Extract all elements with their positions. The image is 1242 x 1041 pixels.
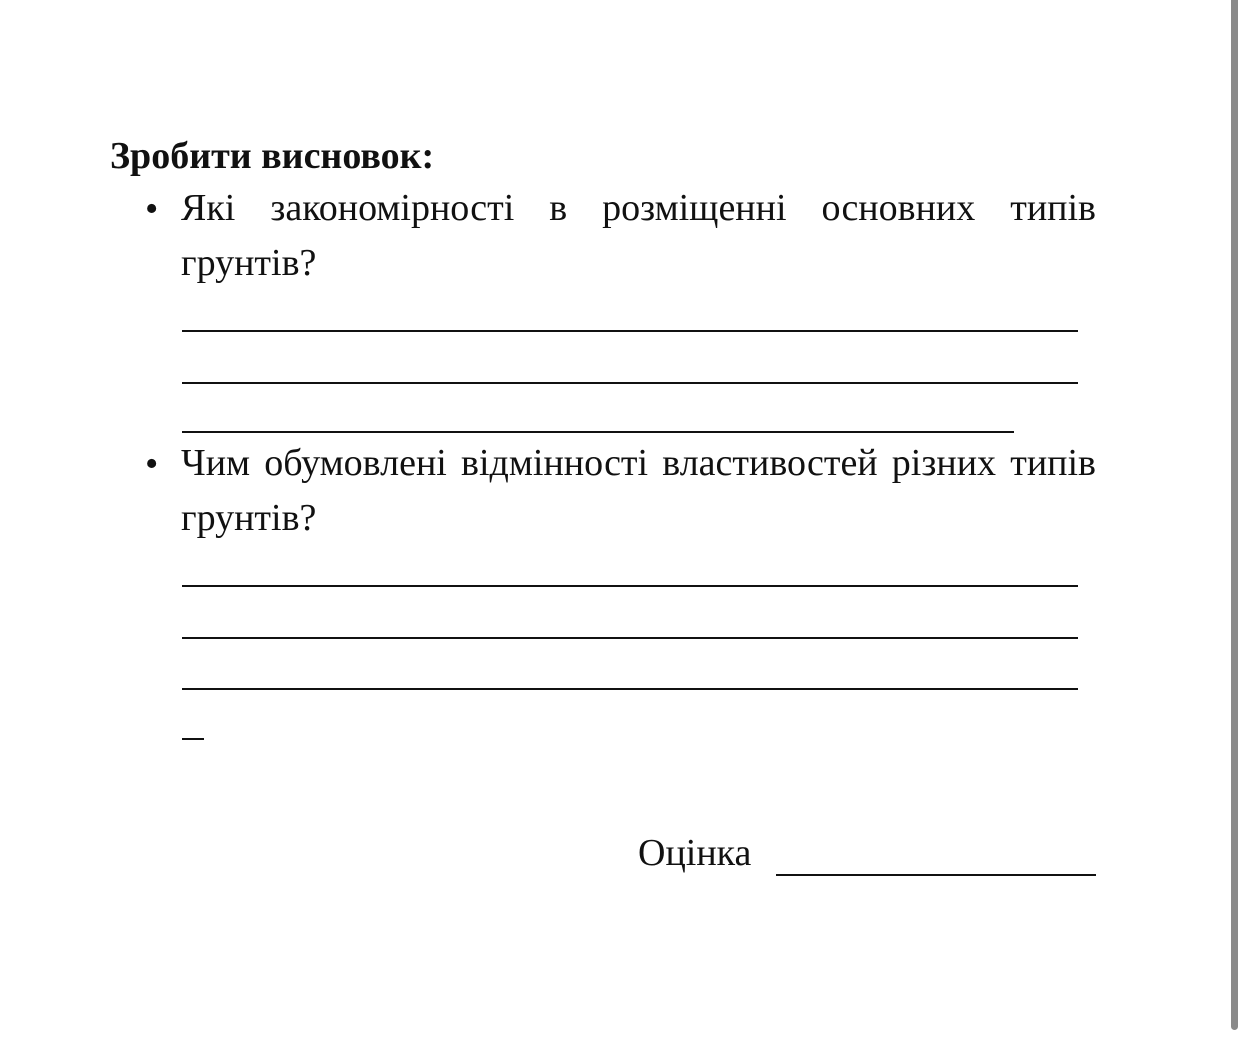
answer-line-2-2 <box>182 637 1078 639</box>
answer-line-1-1 <box>182 330 1078 332</box>
question-1-text: Які закономірності в розміщенні основних типів грунтів? <box>181 187 1096 284</box>
bullet-1: • <box>145 188 159 230</box>
answer-line-1-3 <box>182 431 1014 433</box>
answer-line-2-4 <box>182 738 204 740</box>
section-heading: Зробити висновок: <box>110 135 435 177</box>
grade-line <box>776 874 1096 876</box>
question-2-text: Чим обумовлені відмінності властивостей різних типів грунтів? <box>181 442 1096 539</box>
answer-line-2-3 <box>182 688 1078 690</box>
grade-label: Оцінка <box>638 832 752 874</box>
vertical-scrollbar[interactable] <box>1231 0 1238 1030</box>
bullet-2: • <box>145 443 159 485</box>
answer-line-2-1 <box>182 585 1078 587</box>
answer-line-1-2 <box>182 382 1078 384</box>
